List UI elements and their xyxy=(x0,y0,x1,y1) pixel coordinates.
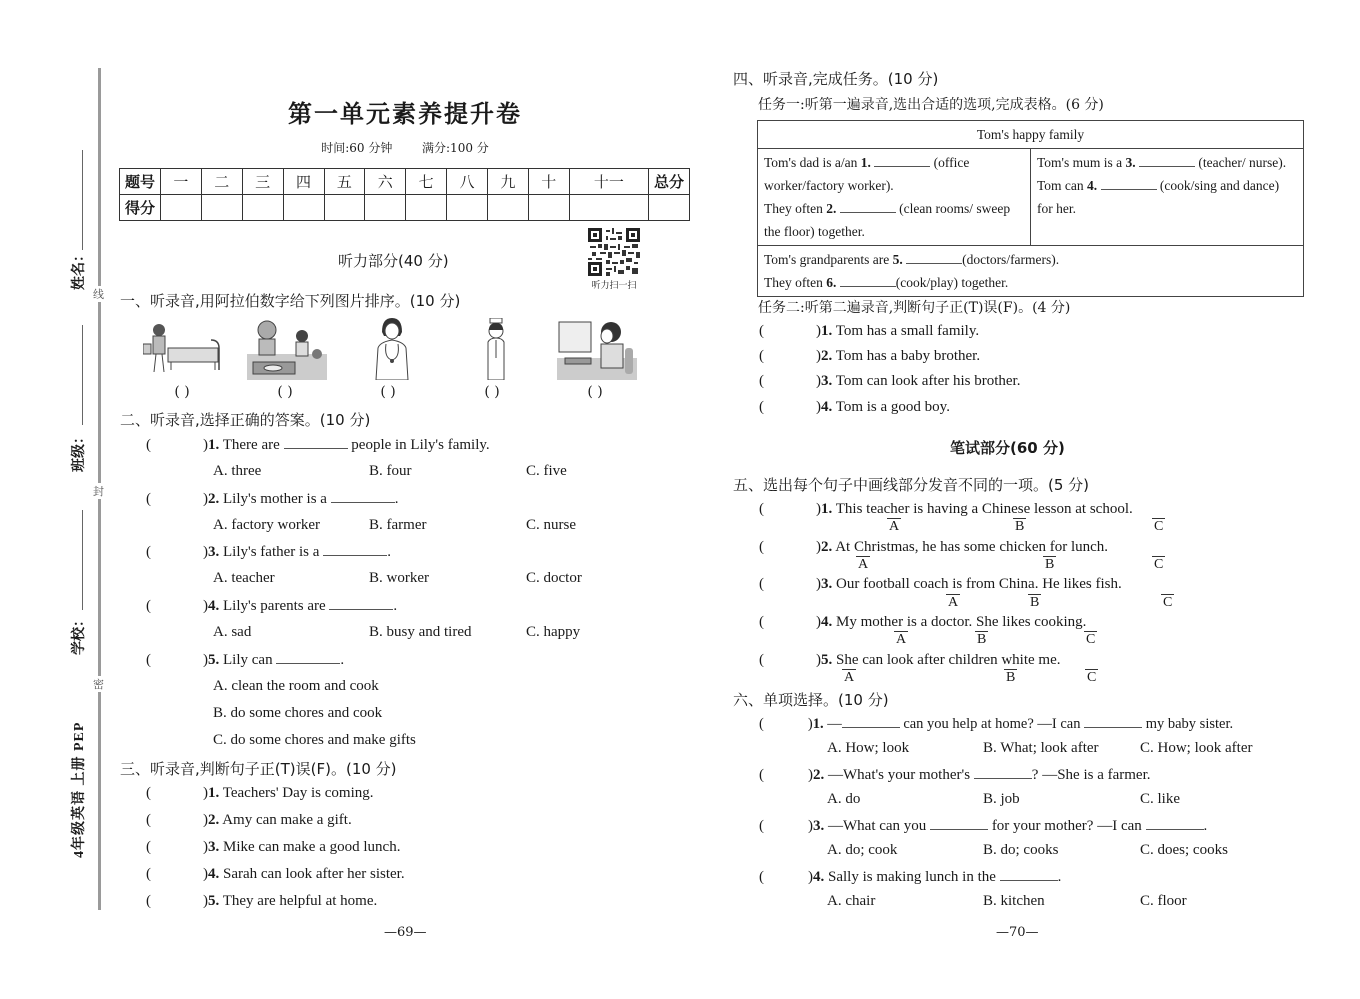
listening-part-heading: 听力部分(40 分) xyxy=(338,252,449,270)
s2-question-1: ( )1. There are people in Lily's family. xyxy=(146,437,490,453)
answer-paren[interactable]: ( ) xyxy=(146,544,208,560)
s6-question-4: ( )4. Sally is making lunch in the . xyxy=(759,869,1062,885)
s6-question-3: ( )3. —What can you for your mother? —I can . xyxy=(759,818,1208,834)
task1-heading: 任务一:听第一遍录音,选出合适的选项,完成表格。(6 分) xyxy=(758,97,1104,113)
score-cell[interactable] xyxy=(242,195,283,221)
answer-paren[interactable]: ( ) xyxy=(759,539,821,555)
nurse-picture xyxy=(456,318,536,380)
s5-q3-label-b: B xyxy=(1030,595,1040,610)
class-label: 班级： xyxy=(71,430,87,472)
score-col: 八 xyxy=(447,169,488,195)
score-table xyxy=(119,168,690,221)
s2-q3-option-a[interactable]: A. teacher xyxy=(213,570,275,586)
s2-q2-option-a[interactable]: A. factory worker xyxy=(213,517,321,533)
answer-blank[interactable] xyxy=(1000,868,1058,881)
written-part-heading: 笔试部分(60 分) xyxy=(950,439,1065,457)
answer-paren[interactable]: ( ) xyxy=(146,839,208,855)
s2-q1-option-a[interactable]: A. three xyxy=(213,463,262,479)
answer-paren[interactable]: ( ) xyxy=(146,652,208,668)
s5-q1-label-b: B xyxy=(1015,519,1025,534)
s5-q5-label-c: C xyxy=(1087,670,1097,685)
s5-q3-label-a: A xyxy=(948,595,959,610)
s5-q3-label-c: C xyxy=(1163,595,1173,610)
answer-blank[interactable] xyxy=(906,251,962,264)
answer-blank[interactable] xyxy=(974,766,1032,779)
s6-q2-option-c[interactable]: C. like xyxy=(1140,791,1180,807)
answer-paren[interactable]: ( ) xyxy=(759,716,813,732)
s3-question-5: ( )5. They are helpful at home. xyxy=(146,893,378,909)
answer-paren[interactable]: ( ) xyxy=(146,893,208,909)
answer-paren[interactable]: ( ) xyxy=(759,373,821,389)
answer-paren[interactable]: ( ) xyxy=(759,767,813,783)
score-col: 二 xyxy=(201,169,242,195)
score-cell[interactable] xyxy=(447,195,488,221)
score-header-label: 题号 xyxy=(120,169,161,195)
answer-blank[interactable] xyxy=(276,651,340,664)
answer-blank[interactable] xyxy=(840,200,896,213)
s5-question-2: ( )2. At Christmas, he has some chicken for lunch. xyxy=(759,539,1109,555)
answer-blank[interactable] xyxy=(1101,177,1157,190)
book-label: 4年级英语 上册 PEP xyxy=(72,721,87,858)
page-number-left: —69— xyxy=(384,925,427,940)
section1-heading: 一、听录音,用阿拉伯数字给下列图片排序。(10 分) xyxy=(120,292,461,310)
s6-q4-option-a[interactable]: A. chair xyxy=(827,893,876,909)
s5-q2-label-c: C xyxy=(1154,557,1164,572)
s5-q4-label-c: C xyxy=(1086,632,1096,647)
answer-blank[interactable] xyxy=(323,543,387,556)
s2-q5-option-c[interactable]: C. do some chores and make gifts xyxy=(213,732,416,748)
s2-q2-option-c[interactable]: C. nurse xyxy=(526,517,576,533)
table-title: Tom's happy family xyxy=(758,121,1304,149)
s6-question-1: ( )1. — can you help at home? —I can my baby sister. xyxy=(759,716,1234,732)
answer-blank[interactable] xyxy=(1084,715,1142,728)
section6-heading: 六、单项选择。(10 分) xyxy=(733,691,889,709)
gutter-char-line: 线 xyxy=(93,288,104,301)
score-col-total: 总分 xyxy=(649,169,690,195)
class-field-line xyxy=(82,325,83,425)
s2-q1-option-c[interactable]: C. five xyxy=(526,463,567,479)
s5-q1-label-c: C xyxy=(1154,519,1164,534)
score-row-label: 得分 xyxy=(120,195,161,221)
s2-q5-option-b[interactable]: B. do some chores and cook xyxy=(213,705,383,721)
answer-paren[interactable]: ( ) xyxy=(146,437,208,453)
score-col: 七 xyxy=(406,169,447,195)
table-cell-mum: Tom's mum is a 3. (teacher/ nurse). Tom can 4. (cook/sing and dance) for her. xyxy=(1031,149,1304,246)
score-col: 六 xyxy=(365,169,406,195)
s6-q2-option-a[interactable]: A. do xyxy=(827,791,861,807)
score-cell[interactable] xyxy=(528,195,569,221)
gutter-char-secret: 密 xyxy=(93,678,104,691)
s6-q1-option-b[interactable]: B. What; look after xyxy=(983,740,1099,756)
score-cell[interactable] xyxy=(161,195,202,221)
answer-blank[interactable] xyxy=(840,274,896,287)
s2-q4-option-a[interactable]: A. sad xyxy=(213,624,252,640)
score-col: 三 xyxy=(242,169,283,195)
score-cell[interactable] xyxy=(283,195,324,221)
s6-q3-option-b[interactable]: B. do; cooks xyxy=(983,842,1059,858)
s2-q3-option-c[interactable]: C. doctor xyxy=(526,570,582,586)
answer-paren[interactable]: ( ) xyxy=(146,866,208,882)
table-cell-grandparents: Tom's grandparents are 5. (doctors/farmers). They often 6. (cook/play) together. xyxy=(758,246,1304,297)
s2-q2-option-b[interactable]: B. farmer xyxy=(369,517,427,533)
qr-label: 听力扫一扫 xyxy=(591,281,637,291)
gutter-char-seal: 封 xyxy=(93,485,104,498)
score-table-row-scores xyxy=(120,195,690,221)
s6-q4-option-c[interactable]: C. floor xyxy=(1140,893,1187,909)
mother-and-girl-cooking-picture xyxy=(247,318,327,380)
s5-question-3: ( )3. Our football coach is from China. He likes fish. xyxy=(759,576,1122,592)
score-cell[interactable] xyxy=(365,195,406,221)
school-label: 学校： xyxy=(71,613,87,655)
s5-q2-label-a: A xyxy=(858,557,869,572)
answer-blank[interactable] xyxy=(329,597,393,610)
picture-answer-paren[interactable]: ( ) xyxy=(484,384,500,400)
task2-question-2: ( )2. Tom has a baby brother. xyxy=(759,348,981,364)
picture-answer-paren[interactable]: ( ) xyxy=(277,384,293,400)
section2-heading: 二、听录音,选择正确的答案。(10 分) xyxy=(120,411,371,429)
girl-making-bed-picture xyxy=(143,318,223,380)
answer-blank[interactable] xyxy=(284,436,348,449)
s5-q1-label-a: A xyxy=(889,519,900,534)
answer-paren[interactable]: ( ) xyxy=(759,399,821,415)
s3-question-2: ( )2. Amy can make a gift. xyxy=(146,812,352,828)
table-cell-dad: Tom's dad is a/an 1. (office worker/factory worker). They often 2. (clean rooms/ sweep the floor) together. xyxy=(758,149,1031,246)
s2-question-3: ( )3. Lily's father is a . xyxy=(146,544,391,560)
task2-question-4: ( )4. Tom is a good boy. xyxy=(759,399,950,415)
s2-q1-option-b[interactable]: B. four xyxy=(369,463,412,479)
s5-q2-label-b: B xyxy=(1045,557,1055,572)
score-table-row-numbers xyxy=(120,169,690,195)
score-cell[interactable] xyxy=(406,195,447,221)
picture-answer-paren[interactable]: ( ) xyxy=(587,384,603,400)
s3-question-4: ( )4. Sarah can look after her sister. xyxy=(146,866,405,882)
s2-q5-option-a[interactable]: A. clean the room and cook xyxy=(213,678,379,694)
section3-heading: 三、听录音,判断句子正(T)误(F)。(10 分) xyxy=(120,760,397,778)
s6-q1-option-c[interactable]: C. How; look after xyxy=(1140,740,1253,756)
answer-paren[interactable]: ( ) xyxy=(146,491,208,507)
s5-question-5: ( )5. She can look after children white me. xyxy=(759,652,1061,668)
s2-q4-option-b[interactable]: B. busy and tired xyxy=(369,624,472,640)
s2-question-4: ( )4. Lily's parents are . xyxy=(146,598,398,614)
answer-paren[interactable]: ( ) xyxy=(759,818,813,834)
s5-question-1: ( )1. This teacher is having a Chinese lesson at school. xyxy=(759,501,1133,517)
s3-question-1: ( )1. Teachers' Day is coming. xyxy=(146,785,374,801)
answer-paren[interactable]: ( ) xyxy=(146,812,208,828)
section4-heading: 四、听录音,完成任务。(10 分) xyxy=(733,70,939,88)
score-col: 十一 xyxy=(569,169,648,195)
s6-q4-option-b[interactable]: B. kitchen xyxy=(983,893,1045,909)
name-field-line xyxy=(82,150,83,250)
qr-code-icon[interactable] xyxy=(588,228,640,276)
answer-blank[interactable] xyxy=(1139,154,1195,167)
answer-paren[interactable]: ( ) xyxy=(146,785,208,801)
answer-paren[interactable]: ( ) xyxy=(759,576,821,592)
s5-q4-label-a: A xyxy=(896,632,907,647)
page-title: 第一单元素养提升卷 xyxy=(288,102,522,128)
s2-question-5: ( )5. Lily can . xyxy=(146,652,345,668)
exam-time: 时间:60 分钟 xyxy=(321,141,393,155)
s5-q5-label-a: A xyxy=(844,670,855,685)
answer-paren[interactable]: ( ) xyxy=(759,348,821,364)
s6-q1-option-a[interactable]: A. How; look xyxy=(827,740,910,756)
answer-blank[interactable] xyxy=(842,715,900,728)
score-cell[interactable] xyxy=(569,195,648,221)
s5-q5-label-b: B xyxy=(1006,670,1016,685)
answer-blank[interactable] xyxy=(1146,817,1204,830)
score-col: 九 xyxy=(488,169,529,195)
answer-paren[interactable]: ( ) xyxy=(759,652,821,668)
score-col: 五 xyxy=(324,169,365,195)
page-number-right: —70— xyxy=(996,925,1039,940)
answer-paren[interactable]: ( ) xyxy=(146,598,208,614)
toms-family-table xyxy=(757,120,1304,297)
score-col: 一 xyxy=(161,169,202,195)
score-col: 十 xyxy=(528,169,569,195)
answer-paren[interactable]: ( ) xyxy=(759,501,821,517)
task2-question-1: ( )1. Tom has a small family. xyxy=(759,323,980,339)
school-field-line xyxy=(82,510,83,610)
s6-q3-option-a[interactable]: A. do; cook xyxy=(827,842,898,858)
answer-paren[interactable]: ( ) xyxy=(759,869,813,885)
full-score: 满分:100 分 xyxy=(422,141,489,155)
woman-at-computer-picture xyxy=(557,318,637,380)
answer-blank[interactable] xyxy=(331,490,395,503)
s2-q4-option-c[interactable]: C. happy xyxy=(526,624,581,640)
task2-heading: 任务二:听第二遍录音,判断句子正(T)误(F)。(4 分) xyxy=(758,300,1071,316)
s3-question-3: ( )3. Mike can make a good lunch. xyxy=(146,839,401,855)
score-cell[interactable] xyxy=(488,195,529,221)
s6-q2-option-b[interactable]: B. job xyxy=(983,791,1020,807)
s2-question-2: ( )2. Lily's mother is a . xyxy=(146,491,399,507)
score-cell[interactable] xyxy=(201,195,242,221)
s2-q3-option-b[interactable]: B. worker xyxy=(369,570,429,586)
name-label: 姓名： xyxy=(71,248,87,290)
section5-heading: 五、选出每个句子中画线部分发音不同的一项。(5 分) xyxy=(733,476,1090,494)
subtitle xyxy=(120,139,690,156)
answer-blank[interactable] xyxy=(874,154,930,167)
s6-question-2: ( )2. —What's your mother's ? —She is a farmer. xyxy=(759,767,1151,783)
s6-q3-option-c[interactable]: C. does; cooks xyxy=(1140,842,1228,858)
s5-question-4: ( )4. My mother is a doctor. She likes cooking. xyxy=(759,614,1087,630)
doctor-picture xyxy=(352,318,432,380)
score-col: 四 xyxy=(283,169,324,195)
answer-blank[interactable] xyxy=(930,817,988,830)
task2-question-3: ( )3. Tom can look after his brother. xyxy=(759,373,1021,389)
picture-answer-paren[interactable]: ( ) xyxy=(380,384,396,400)
picture-answer-paren[interactable]: ( ) xyxy=(174,384,190,400)
s5-q4-label-b: B xyxy=(977,632,987,647)
answer-paren[interactable]: ( ) xyxy=(759,323,821,339)
answer-paren[interactable]: ( ) xyxy=(759,614,821,630)
score-cell[interactable] xyxy=(324,195,365,221)
score-cell[interactable] xyxy=(649,195,690,221)
